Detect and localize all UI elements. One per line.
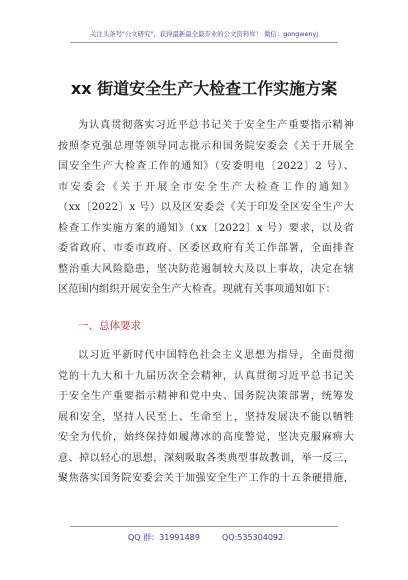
intro-line: （xx〔2022〕x 号）以及区安委会《关于印发全区安全生产大: [58, 202, 354, 213]
section-line: 安全为代价，始终保持如履薄冰的高度警觉，坚决克服麻痹大: [58, 432, 354, 443]
section-line: 于安全生产重要指示精神和党中央、国务院决策部署，统筹发: [58, 391, 354, 402]
intro-line: 区范围内组织开展安全生产大检查。现就有关事项通知如下：: [58, 284, 336, 295]
document-title: xx 街道安全生产大检查工作实施方案: [70, 79, 338, 98]
intro-paragraph: [58, 116, 354, 301]
section-line: 以习近平新时代中国特色社会主义思想为指导，全面贯彻: [78, 350, 354, 361]
section-heading: 一、总体要求: [78, 320, 141, 332]
footer-qq-contact: QQ:535304092: [222, 533, 284, 542]
intro-line: 按照李克强总理等领导同志批示和国务院安委会《关于开展全: [58, 140, 354, 152]
intro-line: 国安全生产大检查工作的通知》（安委明电〔2022〕2 号）、: [58, 161, 354, 172]
section-line: 聚焦落实国务院安委会关于加强安全生产工作的十五条硬措施，: [58, 473, 354, 484]
section-line: 意、掉以轻心的思想，深刻吸取各类典型事故教训，举一反三，: [58, 452, 354, 464]
section-paragraph: [58, 346, 354, 490]
section-line: 党的十九大和十九届历次全会精神，认真贯彻习近平总书记关: [58, 370, 354, 382]
intro-line: 委省政府、市委市政府、区委区政府有关工作部署，全面排查: [58, 243, 354, 254]
intro-line: 整治重大风险隐患，坚决防范遏制较大及以上事故，决定在辖: [58, 263, 354, 275]
intro-line: 市安委会《关于开展全市安全生产大检查工作的通知》: [58, 181, 354, 193]
section-line: 展和安全，坚持人民至上、生命至上，坚持发展决不能以牺牲: [58, 411, 354, 423]
footer-divider: [70, 526, 338, 527]
header-divider: [70, 42, 338, 43]
intro-line: 为认真贯彻落实习近平总书记关于安全生产重要指示精神: [78, 120, 354, 131]
footer-qq-group: QQ 群：31991489: [128, 533, 200, 542]
intro-line: 检查工作实施方案的通知》（xx〔2022〕x 号）要求，以及省: [58, 222, 354, 234]
header-banner: 关注头条号"公文研究"，获得最新最全最专业的公文资料库！ 微信：gongwenyj: [89, 30, 319, 38]
